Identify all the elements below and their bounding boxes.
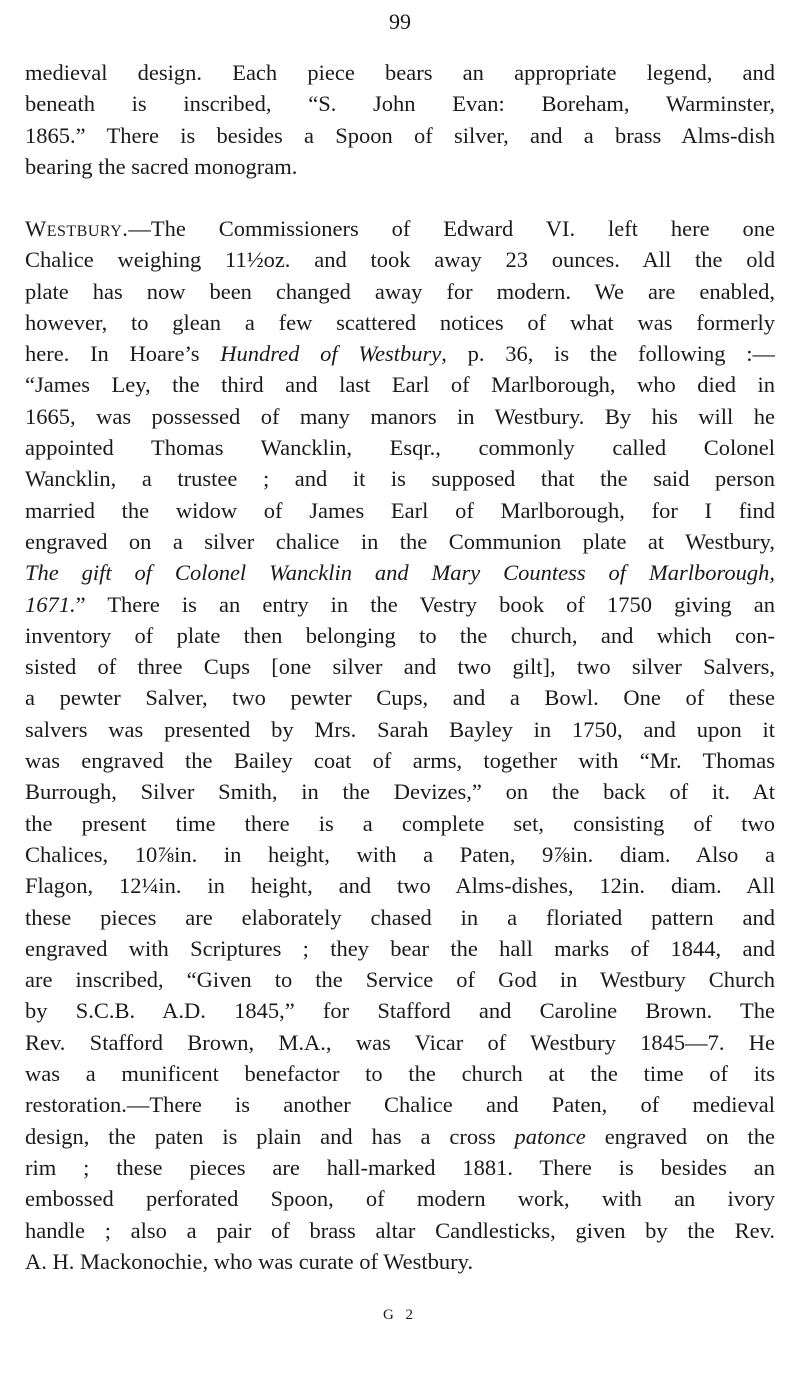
text-line: a pewter Salver, two pewter Cups, and a Bowl. One of these (25, 685, 775, 711)
text-line: medieval design. Each piece bears an appropriate legend, and (25, 60, 775, 85)
text-line: design, the paten is plain and has a cross patonce engraved on the (25, 1123, 775, 1149)
text-line: Chalices, 10⅞in. in height, with a Paten, 9⅞in. diam. Also a (25, 841, 775, 867)
text-line: Wancklin, a trustee ; and it is supposed that the said person (25, 466, 775, 492)
text-line: Burrough, Silver Smith, in the Devizes,” on the back of it. At (25, 779, 775, 805)
text-line: 1665, was possessed of many manors in Westbury. By his will he (25, 403, 775, 429)
text-line: engraved on a silver chalice in the Communion plate at Westbury, (25, 528, 775, 554)
text-line: married the widow of James Earl of Marlborough, for I find (25, 497, 775, 523)
text-line: rim ; these pieces are hall-marked 1881. There is besides an (25, 1154, 775, 1180)
text-line: Rev. Stafford Brown, M.A., was Vicar of Westbury 1845—7. He (25, 1029, 775, 1055)
text-line: here. In Hoare’s Hundred of Westbury, p. 36, is the following :— (25, 341, 775, 367)
text-line: sisted of three Cups [one silver and two gilt], two silver Salvers, (25, 654, 775, 680)
text-line: beneath is inscribed, “S. John Evan: Boreham, Warminster, (25, 91, 775, 117)
patonce-term: patonce (514, 1123, 586, 1149)
text-line: Chalice weighing 11½oz. and took away 23 ounces. All the old (25, 247, 775, 273)
text-line: by S.C.B. A.D. 1845,” for Stafford and Caroline Brown. The (25, 998, 775, 1024)
text-line: restoration.—There is another Chalice and Paten, of medieval (25, 1092, 775, 1118)
text-line: “James Ley, the third and last Earl of Marlborough, who died in (25, 372, 775, 398)
section-heading: Westbury. (25, 216, 129, 241)
text-line: was a munificent benefactor to the church at the time of its (25, 1061, 775, 1087)
text-line: 1865.” There is besides a Spoon of silver, and a brass Alms-dish (25, 122, 775, 148)
text-line: handle ; also a pair of brass altar Candlesticks, given by the Rev. (25, 1217, 775, 1243)
text-line: Flagon, 12¼in. in height, and two Alms-dishes, 12in. diam. All (25, 873, 775, 899)
inscription-year: 1671. (25, 591, 76, 617)
text-line: the present time there is a complete set, consisting of two (25, 810, 775, 836)
paragraph-westbury (25, 213, 775, 1277)
text-line: appointed Thomas Wancklin, Esqr., commonly called Colonel (25, 435, 775, 461)
text-line: Westbury.—The Commissioners of Edward VI. left here one (25, 216, 775, 241)
text-line: A. H. Mackonochie, who was curate of Westbury. (25, 1248, 474, 1274)
text-line: engraved with Scriptures ; they bear the hall marks of 1844, and (25, 935, 775, 961)
text-line: embossed perforated Spoon, of modern work, with an ivory (25, 1186, 775, 1212)
text-line: are inscribed, “Given to the Service of God in Westbury Church (25, 967, 775, 993)
text-line: 1671.” There is an entry in the Vestry book of 1750 giving an (25, 591, 775, 617)
text-line: salvers was presented by Mrs. Sarah Bayley in 1750, and upon it (25, 716, 775, 742)
text-line: plate has now been changed away for modern. We are enabled, (25, 278, 775, 304)
text-line: was engraved the Bailey coat of arms, together with “Mr. Thomas (25, 748, 775, 774)
inscription-line: The gift of Colonel Wancklin and Mary Countess of Marlborough, (25, 560, 775, 586)
text-line: however, to glean a few scattered notices of what was formerly (25, 309, 775, 335)
text-line: these pieces are elaborately chased in a floriated pattern and (25, 904, 775, 930)
book-title: Hundred of Westbury (220, 341, 442, 367)
signature-mark: G 2 (382, 1307, 418, 1323)
paragraph-boreham (25, 57, 775, 182)
page-number: 99 (389, 9, 411, 34)
text-line: inventory of plate then belonging to the church, and which con- (25, 622, 775, 648)
text-line: bearing the sacred monogram. (25, 153, 298, 179)
